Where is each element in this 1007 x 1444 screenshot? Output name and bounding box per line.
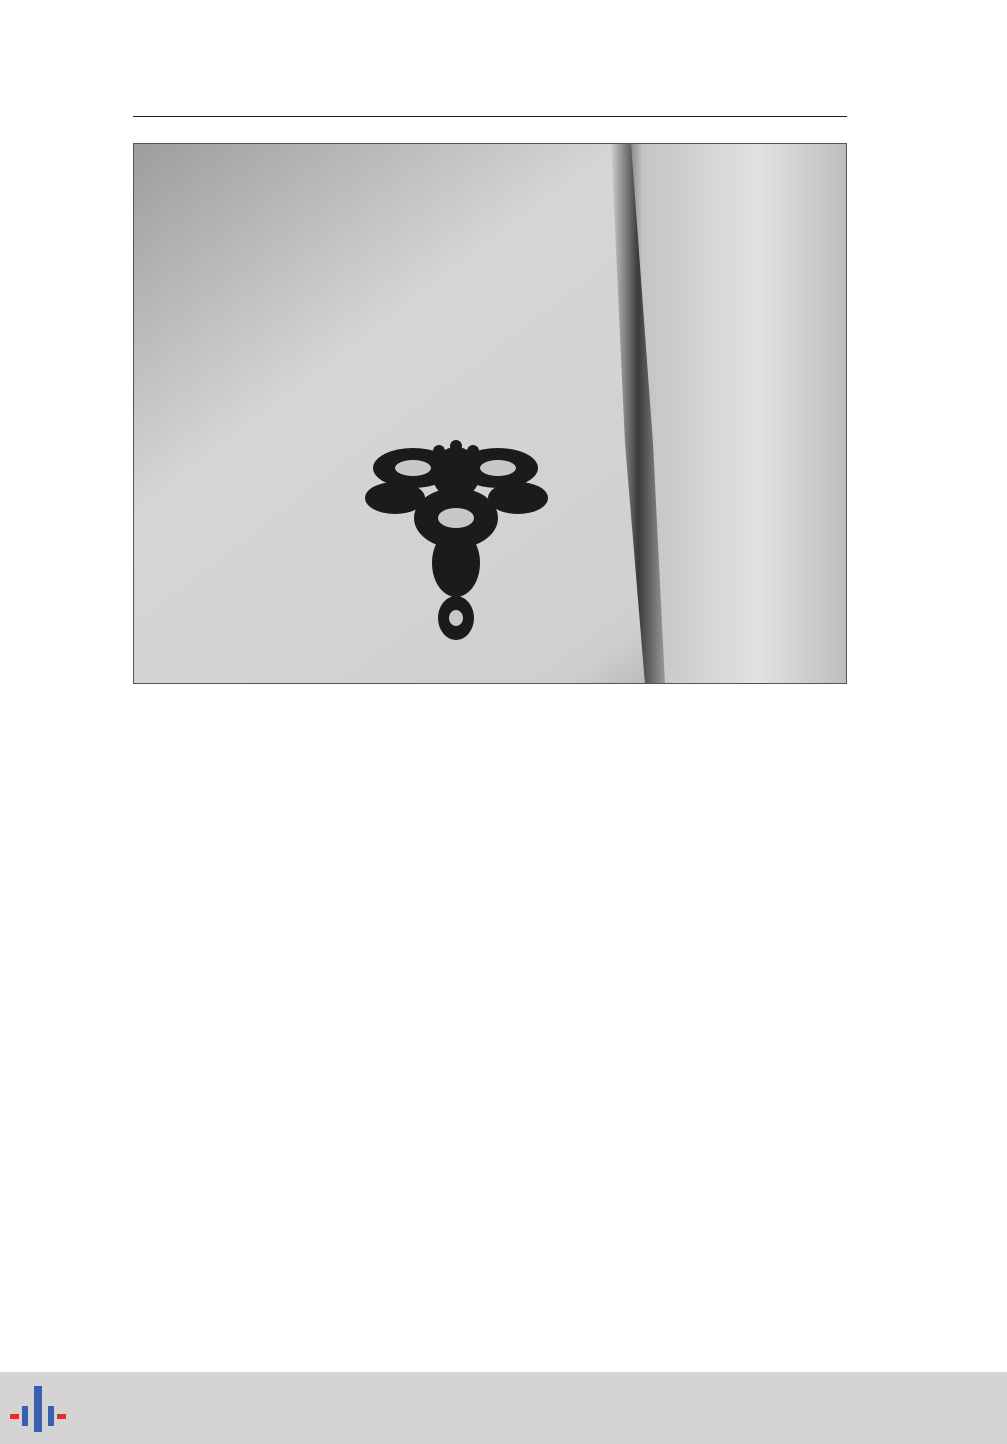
library-logo-icon <box>10 1384 66 1434</box>
figure-photo <box>133 143 847 684</box>
footer-bar <box>0 1372 1007 1444</box>
running-header <box>133 86 847 117</box>
